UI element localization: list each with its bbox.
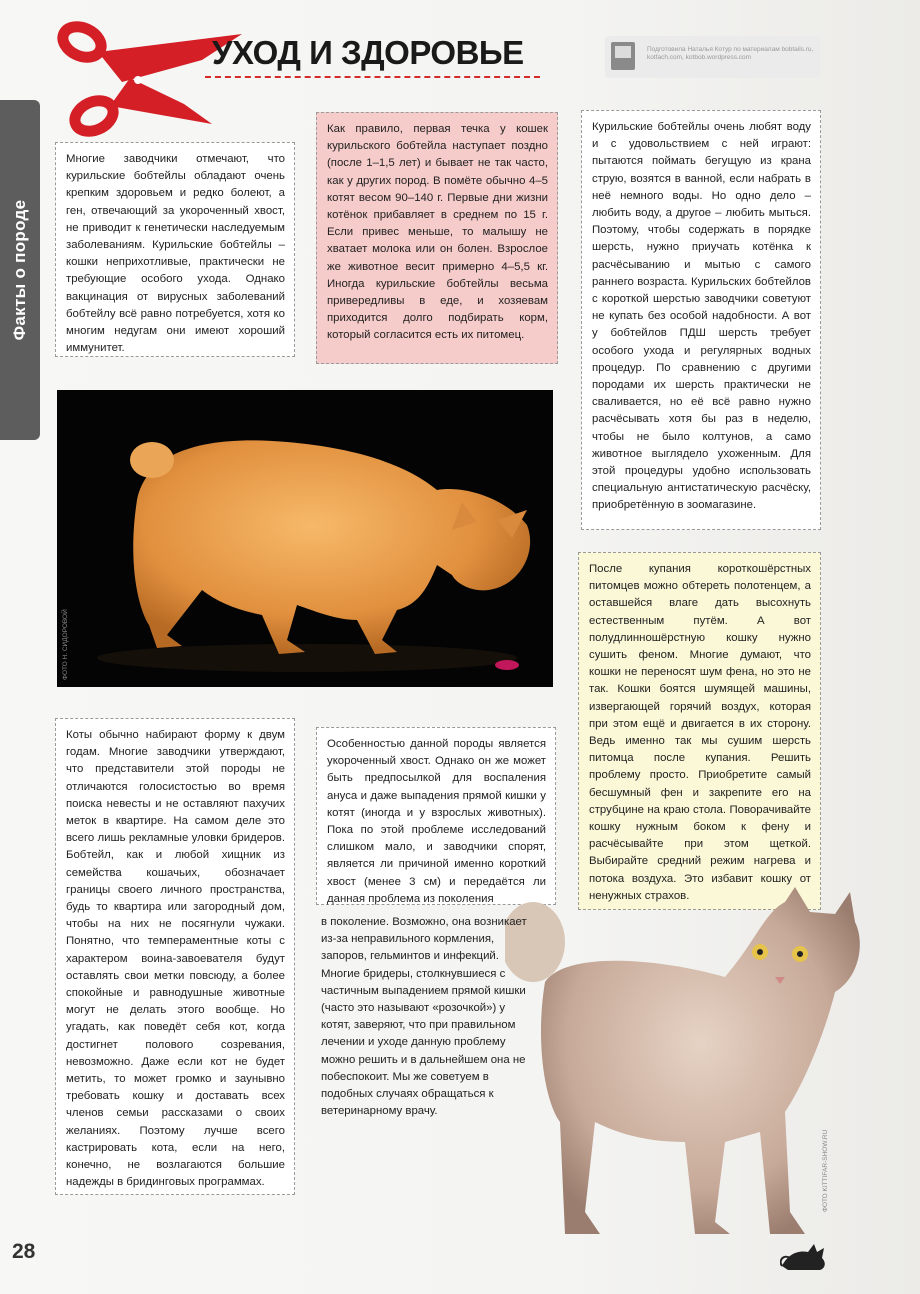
text-water: Курильские бобтейлы очень любят воду и с удовольствием с ней играют: пытаются поймать бегущую из крана струю, возятся в ванной, если набрать в неё немного воды. Но одно дело – любить воду, а другое – любить мыться. Поэтому, чтобы содержать в порядке шерсть, нужно приучать котёнка к расчёсыванию и мытью с самого раннего возраста. Курильских бобтейлов с короткой шерстью заводчики советуют не купать без особой надобности. А вот у бобтейлов ПДШ шерсть требует особого ухода и регулярных водных процедур. По сравнению с другими породами их шерсть практически не сваливается, но её всё равно нужно расчёсывать хотя бы раз в неделю, чтобы не было колтунов, а само животное выглядело ухоженным. Для этой процедуры удобно использовать специальную антистатическую расчёску, приобретённую в зоомагазине.: [581, 110, 821, 530]
text-marking: Коты обычно набирают форму к двум годам. Многие заводчики утверждают, что представители этой породы не отличаются голосистостью во время поиска невесты и не оставляют пахучих меток в квартире. На самом деле это всего лишь рекламные уловки бридеров. Бобтейл, как и любой хищник из семейства кошачьих, обозначает границы своего личного пространства, будь то квартира или загородный дом, чтобы на них не посягнули чужаки. Понятно, что темпераментные коты с характером воина-завоевателя будут оставлять свои метки повсюду, а более спокойные и равнодушные животные могут не делать этого вообще. Но угадать, как поведёт себя кот, когда достигнет полового созревания, невозможно. Даже если кот не будет метить, то может громко и заунывно требовать кошку и доставать всех членов семьи рассказами о своих желаниях. Поэтому лучше всего кастрировать кота, если на него, конечно, не возлагаются большие надежды в бридинговых программах.: [55, 718, 295, 1195]
orange-cat-photo: [57, 390, 553, 687]
author-credit: [605, 36, 820, 78]
text-tail-1: Особенностью данной породы является укороченный хвост. Однако он же может быть предпосылкой для воспаления ануса и даже выпадения прямой кишки у котят (иногда и у взрослых животных). Пока по этой проблеме исследований слишком мало, и заводчики спорят, является ли причиной именно короткий хвост (менее 3 см) и передаётся ли данная проблема из поколения: [316, 727, 556, 905]
text-health: Многие заводчики отмечают, что курильские бобтейлы обладают очень крепким здоровьем и редко болеют, а ген, отвечающий за укороченный хвост, не приводит к генетически наследуемым заболеваниям. Курильские бобтейлы – кошки неприхотливые, практически не требующие особого ухода. Однако вакцинация от вирусных заболеваний бобтейлу всё равно потребуется, хотя ко многим недугам они имеют хороший иммунитет.: [55, 142, 295, 357]
page-number: 28: [12, 1240, 36, 1263]
text-drying: После купания короткошёрстных питомцев можно обтереть полотенцем, а оставшейся влаге дать высохнуть естественным путём. А вот полудлинношёрстную кошку нужно сушить феном. Многие думают, что кошки не переносят шум фена, но это не так. Кошки боятся шумящей машины, извергающей горячий воздух, которая при этом ещё и двигается в их сторону. Ведь именно так мы сушим шерсть питомца после купания. Решить проблему просто. Приобретите самый бесшумный фен и закрепите его на струбцине на краю стола. Поворачивайте кошку нужным боком к фену и расчёсывайте при этом щеткой. Выбирайте средний режим нагрева и потока воздуха. Это избавит кошку от ненужных страхов.: [578, 552, 821, 910]
text-breeding: Как правило, первая течка у кошек курильского бобтейла наступает поздно (после 1–1,5 лет) и бывает не так часто, как у других пород. В помёте обычно 4–5 котят весом 90–140 г. Первые дни жизни котёнок прибавляет в среднем по 15 г. Если привес меньше, то малышу не хватает молока или он болен. Взрослое же животное весит примерно 4–5,5 кг. Иногда курильские бобтейлы весьма привередливы в еде, и хозяевам приходится долго подбирать корм, который согласится есть их питомец.: [316, 112, 558, 364]
section-tab: [0, 100, 40, 440]
page-title: УХОД И ЗДОРОВЬЕ: [212, 34, 524, 71]
title-divider: [205, 76, 540, 78]
photo-credit-2: ФОТО KITTIFAR-SHOW.RU: [822, 1129, 829, 1212]
section-tab-label: Факты о породе: [10, 199, 29, 341]
computer-icon: [611, 42, 635, 70]
credit-text: Подготовила Наталья Котур по материалам bobtails.ru, kotfach.com, kotbob.wordpress.com: [647, 46, 814, 61]
text-tail-2: в поколение. Возможно, она возникает из-за неправильного кормления, запоров, гельминтов и инфекций. Многие бридеры, столкнувшиеся с частичным выпадением прямой кишки (часто это называют «розочкой») у котят, заверяют, что при правильном лечении и уходе данную проблему можно решить и в дальнейшем она не побеспокоит. Мы же советуем в подобных случаях обращаться к ветеринарному врачу.: [321, 916, 527, 1118]
photo-credit-1: ФОТО Н. СИДОРОВОЙ: [62, 609, 69, 680]
tabby-cat-photo: [505, 882, 910, 1262]
cat-silhouette-icon: [780, 1238, 830, 1272]
